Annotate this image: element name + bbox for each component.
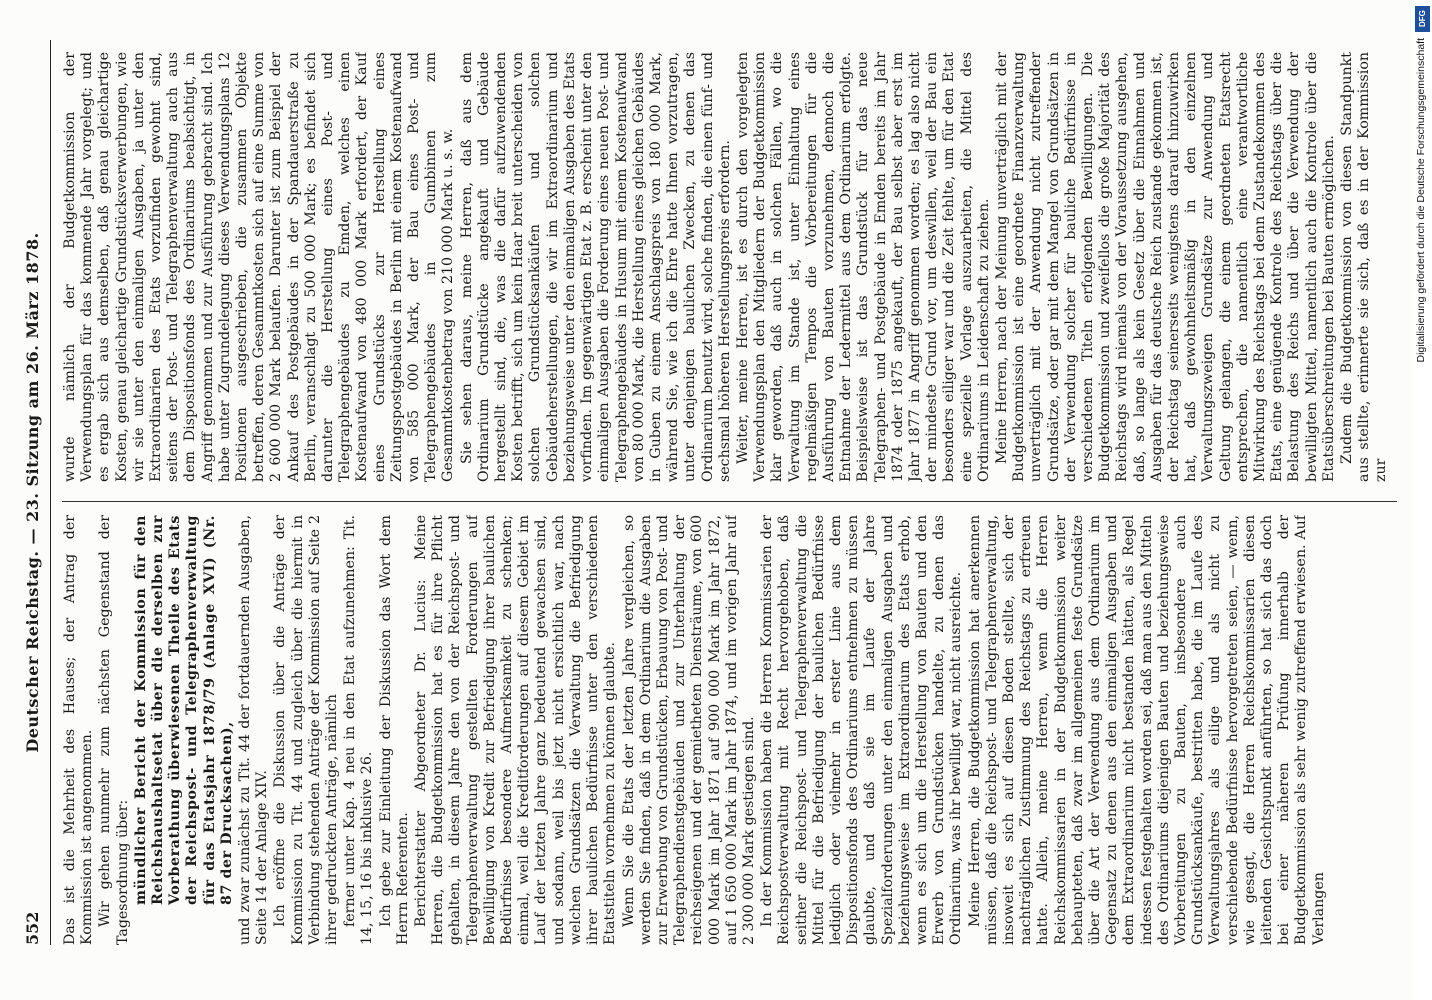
paragraph: Wenn Sie die Etats der letzten Jahre vergleichen, so werden Sie finden, daß in dem Ordinarium die Ausgaben zur Erwerbung von Grundstücken, Erbauung von Post- und Telegraphendienstgebäuden und zur Unterhaltung der reichseigenen und der gemietheten Diensträume, von 600 000 Mark im Jahr 1871 auf 900 000 Mark im Jahr 1872, auf 1 650 000 Mark im Jahr 1874, und im vorigen Jahr auf 2 300 000 Mark gestiegen sind.: [620, 515, 757, 945]
page-number: 552: [23, 911, 42, 945]
paragraph: Ich eröffne die Diskussion über die Anträge der Kommission zu Tit. 44 und zugleich über die hiermit in Verbindung stehenden Anträge der Kommission auf Seite 2 ihrer gedruckten Anträge, nämlich: [272, 515, 341, 945]
header-rule: [50, 40, 51, 945]
right-text-column: [62, 52, 1397, 482]
paragraph: mündlicher Bericht der Kommission für den Reichshaushaltsetat über die derselben zur Vorberathung überwiesenen Theile des Etats der Reichspost- und Telegraphenverwaltung für das Etatsjahr 1878/79 (Anlage XVI) (Nr. 87 der Drucksachen),: [132, 515, 235, 905]
paragraph: Berichterstatter Abgeordneter Dr. Lucius: Meine Herren, die Budgetkommission hat es für ihre Pflicht gehalten, in diesem Jahre den von der Reichspost- und Telegraphenverwaltung gestellten Forderungen auf Bewilligung von Kredit zur Befriedigung ihrer baulichen Bedürfnisse besondere Aufmerksamkeit zu schenken; einmal, weil die Kreditforderungen auf diesem Gebiet im Lauf der letzten Jahre ganz bedeutend gewachsen sind, und sodann, weil bis jetzt nicht ersichtlich war, nach welchen Grundsätzen die Verwaltung die Befriedigung ihrer baulichen Bedürfnisse unter den verschiedenen Etatstiteln vornehmen zu können glaubte.: [413, 515, 619, 945]
paragraph: Sie sehen daraus, meine Herren, daß aus dem Ordinarium Grundstücke angekauft und Gebäude hergestellt sind, die, was die dafür aufzuwendenden Kosten betrifft, sich um kein Haar breit unterscheiden von solchen Grundstücksankäufen und solchen Gebäudeherstellungen, die wir im Extraordinarium und beziehungsweise unter den einmaligen Ausgaben des Etats vorfinden. Im gegenwärtigen Etat z. B. erscheint unter den einmaligen Ausgaben die Forderung eines neuen Post- und Telegraphengebäudes in Husum mit einem Kostenaufwand von 80 000 Mark, die Herstellung eines gleichen Gebäudes in Guben zu einem Anschlagspreis von 180 000 Mark, während Sie, wie ich die Ehre hatte Ihnen vorzutragen, unter denjenigen baulichen Zwecken, zu denen das Ordinarium benutzt wird, solche finden, die einen fünf- und sechsmal höheren Herstellungspreis erfordern.: [458, 52, 733, 482]
paragraph: ferner unter Kap. 4 neu in den Etat aufzunehmen: Tit. 14, 15, 16 bis inklusive 26.: [342, 515, 376, 945]
paragraph: wurde nämlich der Budgetkommission der Verwendungsplan für das kommende Jahr vorgelegt; und es ergab sich aus demselben, daß genau gleichartige Kosten, genau gleichartige Grundstücksverwerbungen, wie wir sie unter den einmaligen Ausgaben, ja unter den Extraordinarien des Etats vorzufinden gewohnt sind, seitens der Post- und Telegraphenverwaltung auch aus dem Dispositionsfonds des Ordinariums beabsichtigt, in Angriff genommen und zur Ausführung gebracht sind. Ich habe unter Zugrundelegung dieses Verwendungsplans 12 Positionen ausgeschrieben, die zusammen Objekte betreffen, deren Gesammtkosten sich auf eine Summe von 2 600 000 Mark belaufen. Darunter ist zum Beispiel der Ankauf des Postgebäudes in der Spandauerstraße zu Berlin, veranschlagt zu 500 000 Mark; es befindet sich darunter die Herstellung eines Post- und Telegraphengebäudes zu Emden, welches einen Kostenaufwand von 480 000 Mark erfordert, der Kauf eines Grundstücks zur Herstellung eines Zeitungspostgebäudes in Berlin mit einem Kostenaufwand von 585 000 Mark, der Bau eines Post- und Telegraphengebäudes in Gumbinnen zum Gesammtkostenbetrag von 210 000 Mark u. s. w.: [62, 52, 457, 482]
paragraph: Meine Herren, nach der Meinung unverträglich mit der Budgetkommission ist eine geordnete Finanzverwaltung unverträglich mit der Anwendung nicht zutreffender Grundsätze, oder gar mit dem Mangel von Grundsätzen in der Verwendung solcher für bauliche Bedürfnisse in verschiedenen Titeln erfolgenden Bewilligungen. Die Budgetkommission und zweifellos die große Majorität des Reichstags wird niemals von der Voraussetzung ausgehen, daß, so lange als kein Gesetz über die Einnahmen und Ausgaben für das deutsche Reich zustande gekommen ist, der Reichstag seinerseits wenigstens darauf hinzuwirken hat, daß gewohnheitsmäßig in den einzelnen Verwaltungszweigen Grundsätze zur Anwendung und Geltung gelangen, die einem geordneten Etatsrecht entsprechen, die namentlich eine verantwortliche Mitwirkung des Reichstags bei denn Zustandekommen des Etats, eine genügende Kontrole des Reichstags über die Belastung des Reichs und über die Verwendung der bewilligten Mittel, namentlich auch die Kontrole über die Etatsüberschreitungen bei Bauten ermöglichen.: [993, 52, 1337, 482]
paragraph: Meine Herren, die Budgetkommission hat anerkennen müssen, daß die Reichspost- und Telegraphenverwaltung, insoweit es sich auf diesen Boden stellte, sich der nachträglichen Zustimmung des Reichstags zu erfreuen hatte. Allein, meine Herren, wenn die Herren Reichskommissarien in der Budgetkommission weiter behaupteten, daß zwar im allgemeinen feste Grundsätze über die Art der Verwendung aus dem Ordinarium im Gegensatz zu denen aus den einmaligen Ausgaben und dem Extraordinarium nicht bestanden hätten, als Regel indessen festgehalten worden sei, daß man aus den Mitteln des Ordinariums diejenigen Bauten und beziehungsweise Vorbereitungen zu Bauten, insbesondere auch Grundstücksankäufe, bestritten habe, die im Laufe des Verwaltungsjahres als eilige und als nicht zu verschiebende Bedürfnisse hervorgetreten seien, — wenn, wie gesagt, die Herren Reichskommissarien diesen leitenden Gesichtspunkt anführten, so hat sich das doch bei einer näheren Prüfung innerhalb der Budgetkommission als sehr wenig zutreffend erwiesen. Auf Verlangen: [966, 515, 1327, 945]
paragraph: Ich gebe zur Einleitung der Diskussion das Wort dem Herrn Referenten.: [377, 515, 411, 945]
paragraph: Zudem die Budgetkommission von diesen Standpunkt aus stellte, erinnerte sie sich, daß es in der Kommission zur: [1339, 52, 1390, 482]
paragraph: Weiter, meine Herren, ist es durch den vorgelegten Verwendungsplan den Mitgliedern der Budgetkommission klar geworden, daß auch in solchen Fällen, wo die Verwaltung im Stande ist, unter Einhaltung eines regelmäßigen Tempos die Vorbereitungen für die Ausführung von Bauten vorzunehmen, dennoch die Entnahme der Ledermittel aus dem Ordinarium erfolgte. Beispielsweise ist das Grundstück für das neue Telegraphen- und Postgebäude in Emden bereits im Jahr 1874 oder 1875 angekauft, der Bau selbst aber erst im Jahr 1877 in Angriff genommen worden; es lag also nicht der mindeste Grund vor, um deswillen, weil der Bau ein besonders eiliger war und die Zeit fehlte, um für den Etat eine spezielle Vorlage auszuarbeiten, die Mittel des Ordinariums in Leidenschaft zu ziehen.: [734, 52, 992, 482]
digitization-credit-sidebar: [1413, 0, 1432, 1000]
page-title: Deutscher Reichstag. — 23. Sitzung am 26. März 1878.: [23, 232, 42, 753]
paragraph: In der Kommission haben die Herren Kommissarien der Reichspostverwaltung mit Recht hervorgehoben, daß seither die Reichspost- und Telegraphenverwaltung die Mittel für die Befriedigung der baulichen Bedürfnisse lediglich oder vielmehr in erster Linie aus dem Dispositionsfonds des Ordinariums entnehmen zu müssen glaubte, und daß sie im Laufe der Jahre Spezialforderungen unter den einmaligen Ausgaben und beziehungsweise im Extraordinarium des Etats erhob, wenn es sich um die Herstellung von Bauten und den Erwerb von Grundstücken handelte, zu denen das Ordinarium, was ihr bewilligt war, nicht ausreichte.: [759, 515, 965, 945]
left-text-column: [62, 515, 1397, 945]
digitization-credit-text: Digitalisierung gefördert durch die Deutsche Forschungsgemeinschaft: [1415, 38, 1427, 363]
paragraph: Das ist die Mehrheit des Hauses; der Antrag der Kommission ist angenommen.: [62, 515, 96, 945]
paragraph: Wir gehen nunmehr zum nächsten Gegenstand der Tagesordnung über:: [97, 515, 131, 945]
paragraph: und zwar zunächst zu Tit. 44 der fortdauernden Ausgaben, Seite 14 der Anlage XIV.: [237, 515, 271, 945]
column-divider: [62, 501, 1397, 502]
dfg-logo-icon: DFG: [1415, 6, 1430, 32]
page-header: [20, 40, 44, 945]
